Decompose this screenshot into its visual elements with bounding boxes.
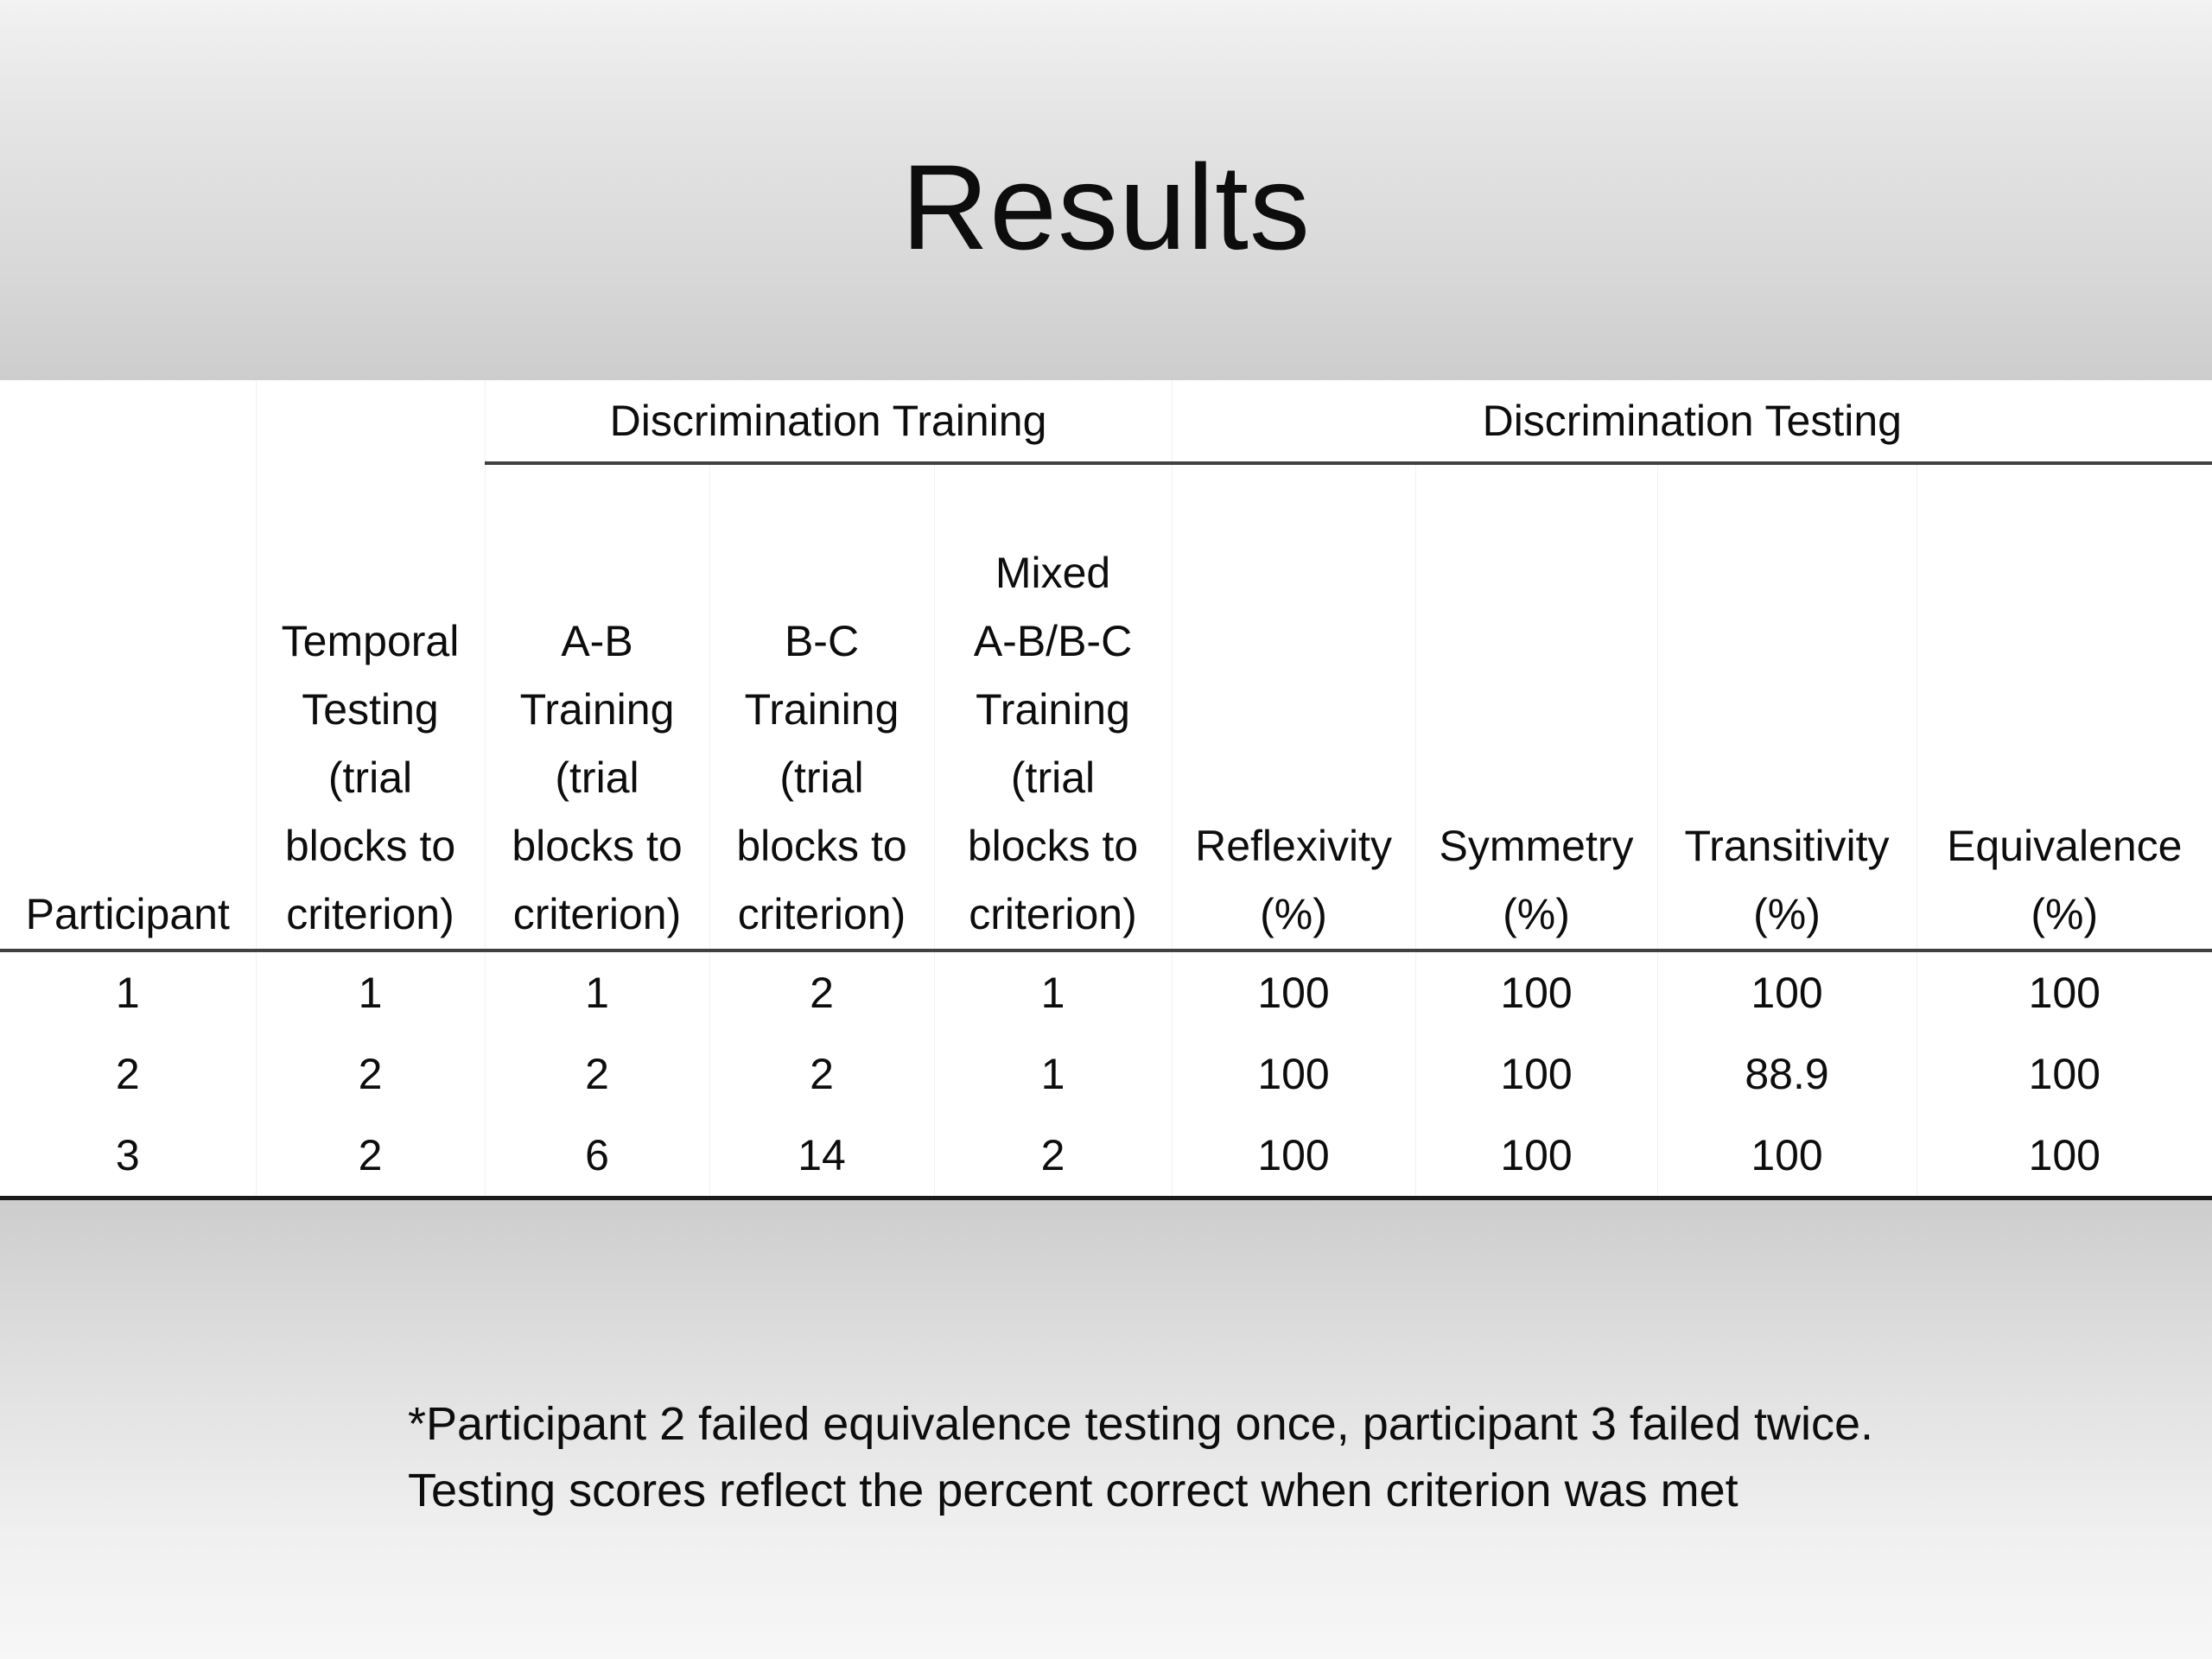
header-line: criterion): [969, 890, 1137, 938]
header-line: A-B: [561, 617, 633, 665]
table-cell: 1: [256, 950, 485, 1033]
col-header-transitivity: [1657, 463, 1916, 950]
header-line: blocks to: [512, 822, 683, 870]
table-row: [0, 1033, 2212, 1115]
header-line: Training: [976, 685, 1130, 734]
table-cell: 1: [115, 969, 140, 1017]
group-header-discrimination-training: Discrimination Training: [485, 380, 1172, 463]
header-line: Reflexivity: [1195, 822, 1392, 870]
table-cell: 2: [709, 1033, 934, 1115]
table-cell: 100: [1657, 1115, 1916, 1198]
table-cell: 2: [256, 1115, 485, 1198]
results-table: [0, 380, 2212, 1200]
header-line: (%): [2031, 890, 2099, 938]
table-cell: 2: [115, 1050, 140, 1098]
table-cell: 100: [1172, 950, 1415, 1033]
table-cell: 3: [0, 1115, 256, 1198]
header-line: Participant: [25, 890, 230, 938]
col-header-participant: [0, 463, 256, 950]
table-cell: 1: [934, 1033, 1172, 1115]
header-line: (%): [1503, 890, 1570, 938]
table-cell: 1: [934, 950, 1172, 1033]
table-cell: 100: [1172, 1115, 1415, 1198]
table-cell: 100: [1415, 1115, 1657, 1198]
header-line: Mixed: [995, 549, 1111, 597]
col-header-symmetry: [1415, 463, 1657, 950]
header-line: criterion): [512, 890, 682, 938]
group-header-spacer: [0, 380, 256, 463]
table-cell: 100: [1415, 1033, 1657, 1115]
table-cell: 2: [709, 950, 934, 1033]
col-header-ab-training: [485, 463, 709, 950]
table-cell: 2: [485, 1033, 709, 1115]
col-header-reflexivity: [1172, 463, 1415, 950]
col-header-mixed-training: [934, 463, 1172, 950]
table-cell: 2: [256, 1033, 485, 1115]
table-cell: 6: [485, 1115, 709, 1198]
header-line: Transitivity: [1684, 822, 1890, 870]
table-cell: 2: [934, 1115, 1172, 1198]
header-line: (trial: [1010, 753, 1096, 802]
table-row: [0, 1115, 2212, 1198]
header-line: criterion): [737, 890, 906, 938]
col-header-equivalence: [1916, 463, 2212, 950]
header-line: (%): [1753, 890, 1821, 938]
header-line: Training: [519, 685, 675, 734]
header-line: blocks to: [736, 822, 907, 870]
header-line: (trial: [555, 753, 639, 802]
footnote: [408, 1391, 2136, 1524]
header-line: (%): [1260, 890, 1327, 938]
header-line: Training: [744, 685, 899, 734]
group-header-discrimination-testing: Discrimination Testing: [1172, 380, 2212, 463]
table-cell: 100: [1916, 1115, 2212, 1198]
header-line: criterion): [286, 890, 454, 938]
header-line: B-C: [784, 617, 860, 665]
table-cell: 100: [1916, 1033, 2212, 1115]
table-row: [0, 950, 2212, 1033]
header-line: blocks to: [967, 822, 1139, 870]
table-cell: 88.9: [1657, 1033, 1916, 1115]
group-header-row: [0, 380, 2212, 463]
group-header-spacer: [256, 380, 485, 463]
table-cell: 100: [1916, 950, 2212, 1033]
col-header-temporal-testing: [256, 463, 485, 950]
header-line: Temporal: [281, 617, 460, 665]
slide-title: Results: [901, 139, 1311, 275]
header-line: Equivalence: [1947, 822, 2183, 870]
table-cell: 100: [1657, 950, 1916, 1033]
footnote-line-2: Testing scores reflect the percent correct when criterion was met: [408, 1465, 1738, 1516]
header-line: Symmetry: [1439, 822, 1634, 870]
header-line: (trial: [779, 753, 864, 802]
header-line: (trial: [327, 753, 413, 802]
footnote-line-1: *Participant 2 failed equivalence testing once, participant 3 failed twice.: [408, 1398, 1874, 1450]
column-header-row: [0, 463, 2212, 950]
header-line: Testing: [302, 685, 439, 734]
table-cell: 14: [709, 1115, 934, 1198]
table-cell: 100: [1415, 950, 1657, 1033]
header-line: blocks to: [284, 822, 456, 870]
table-cell: 1: [485, 950, 709, 1033]
header-line: A-B/B-C: [973, 617, 1133, 665]
col-header-bc-training: [709, 463, 934, 950]
table-cell: 100: [1172, 1033, 1415, 1115]
results-table-panel: [0, 380, 2212, 1199]
